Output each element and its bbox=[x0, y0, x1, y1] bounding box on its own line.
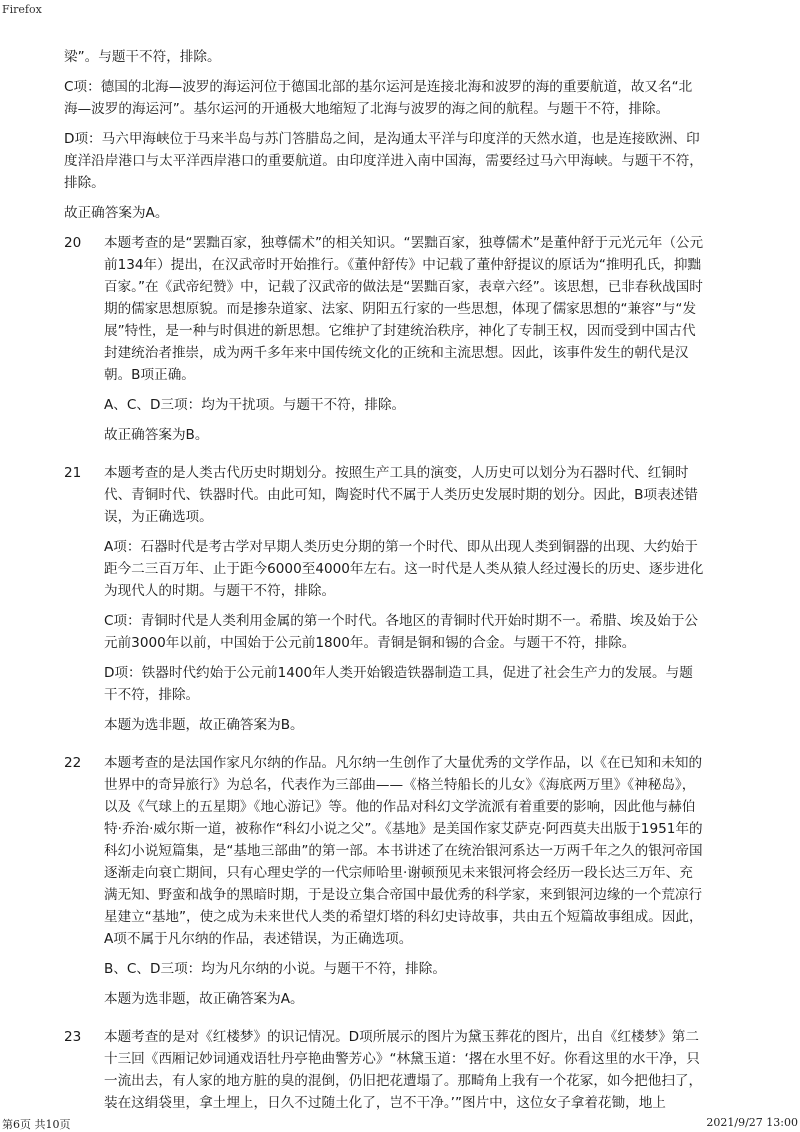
question-number: 23 bbox=[64, 1029, 82, 1045]
question-body bbox=[104, 462, 704, 744]
option-d-text: D项：马六甲海峡位于马来半岛与苏门答腊岛之间，是沟通太平洋与印度洋的天然水道，也是连接欧洲、印度洋沿岸港口与太平洋西岸港口的重要航道。由印度洋进入南中国海，需要经过马六甲海峡。与题干不符，排除。 bbox=[64, 131, 703, 191]
question-paragraph: D项：铁器时代约始于公元前1400年人类开始锻造铁器制造工具，促进了社会生产力的发展。与题干不符，排除。 bbox=[104, 665, 693, 703]
question-paragraph: 故正确答案为B。 bbox=[104, 427, 209, 443]
question-paragraph: 本题考查的是人类古代历史时期划分。按照生产工具的演变，人历史可以划分为石器时代、红铜时代、青铜时代、铁器时代。由此可知，陶瓷时代不属于人类历史发展时期的划分。因此，B项表述错误，为正确选项。 bbox=[104, 465, 698, 525]
question-body bbox=[104, 1026, 704, 1122]
browser-title: Firefox bbox=[2, 3, 42, 16]
question-paragraph: 本题考查的是“罢黜百家，独尊儒术”的相关知识。“罢黜百家，独尊儒术”是董仲舒于元光元年（公元前134年）提出，在汉武帝时开始推行。《董仲舒传》中记载了董仲舒提议的原话为“推明孔氏，抑黜百家。”在《武帝纪赞》中，记载了汉武帝的做法是“罢黜百家，表章六经”。该思想，已非春秋战国时期的儒家思想原貌。而是掺杂道家、法家、阴阳五行家的一些思想，体现了儒家思想的“兼容”与“发展”特性，是一种与时俱进的新思想。它维护了封建统治秩序，神化了专制王权，因而受到中国古代封建统治者推崇，成为两千多年来中国传统文化的正统和主流思想。因此，该事件发生的朝代是汉朝。B项正确。 bbox=[104, 235, 704, 383]
question-paragraph: A、C、D三项：均为干扰项。与题干不符，排除。 bbox=[104, 397, 406, 413]
question-23 bbox=[64, 1026, 704, 1122]
question-paragraph: B、C、D三项：均为凡尔纳的小说。与题干不符，排除。 bbox=[104, 961, 446, 977]
page-indicator: 第6页 共10页 bbox=[2, 1118, 71, 1131]
page-content bbox=[64, 46, 704, 1130]
question-paragraph: 本题考查的是法国作家凡尔纳的作品。凡尔纳一生创作了大量优秀的文学作品，以《在已知和未知的世界中的奇异旅行》为总名，代表作为三部曲——《格兰特船长的儿女》《海底两万里》《神秘岛》，以及《气球上的五星期》《地心游记》等。他的作品对科幻文学流派有着重要的影响，因此他与赫伯特·乔治·威尔斯一道，被称作“科幻小说之父”。《基地》是美国作家艾萨克·阿西莫夫出版于1951年的科幻小说短篇集，是“基地三部曲”的第一部。本书讲述了在统治银河系达一万两千年之久的银河帝国逐渐走向衰亡期间，只有心理史学的一代宗师哈里·谢顿预见未来银河将会经历一段长达三万年、充满无知、野蛮和战争的黑暗时期，于是设立集合帝国中最优秀的科学家，来到银河边缘的一个荒凉行星建立“基地”，使之成为未来世代人类的希望灯塔的科幻史诗故事，共由五个短篇故事组成。因此，A项不属于凡尔纳的作品，表述错误，为正确选项。 bbox=[104, 755, 703, 947]
question-paragraph: 本题为选非题，故正确答案为A。 bbox=[104, 991, 304, 1007]
question-number: 21 bbox=[64, 465, 82, 481]
question-paragraph: A项：石器时代是考古学对早期人类历史分期的第一个时代、即从出现人类到铜器的出现、大约始于距今二三百万年、止于距今6000至4000年左右。这一时代是人类从猿人经过漫长的历史、逐步进化为现代人的时期。与题干不符，排除。 bbox=[104, 539, 704, 599]
question-paragraph: 本题考查的是对《红楼梦》的识记情况。D项所展示的图片为黛玉葬花的图片，出自《红楼梦》第二十三回《西厢记妙词通戏语牡丹亭艳曲警芳心》“林黛玉道：‘撂在水里不好。你看这里的水干净，只一流出去，有人家的地方脏的臭的混倒，仍旧把花遭塌了。那畸角上我有一个花冢，如今把他扫了，装在这绢袋里，拿土埋上，日久不过随土化了，岂不干净。’”图片中，这位女子拿着花锄，地上 bbox=[104, 1029, 703, 1111]
question-body bbox=[104, 752, 704, 1018]
question-21 bbox=[64, 462, 704, 744]
question-20 bbox=[64, 232, 704, 454]
option-c-text: C项：德国的北海—波罗的海运河位于德国北部的基尔运河是连接北海和波罗的海的重要航道，故又名“北海—波罗的海运河”。基尔运河的开通极大地缩短了北海与波罗的海之间的航程。与题干不符，排除。 bbox=[64, 79, 693, 117]
print-datetime: 2021/9/27 13:00 bbox=[706, 1116, 798, 1129]
question-22 bbox=[64, 752, 704, 1018]
question-number: 20 bbox=[64, 235, 82, 251]
question-number: 22 bbox=[64, 755, 82, 771]
question-paragraph: C项：青铜时代是人类利用金属的第一个时代。各地区的青铜时代开始时期不一。希腊、埃及始于公元前3000年以前，中国始于公元前1800年。青铜是铜和锡的合金。与题干不符，排除。 bbox=[104, 613, 699, 651]
answer-text: 故正确答案为A。 bbox=[64, 205, 169, 221]
question-paragraph: 本题为选非题，故正确答案为B。 bbox=[104, 717, 304, 733]
continuation-text: 梁”。与题干不符，排除。 bbox=[64, 49, 221, 65]
question-body bbox=[104, 232, 704, 454]
